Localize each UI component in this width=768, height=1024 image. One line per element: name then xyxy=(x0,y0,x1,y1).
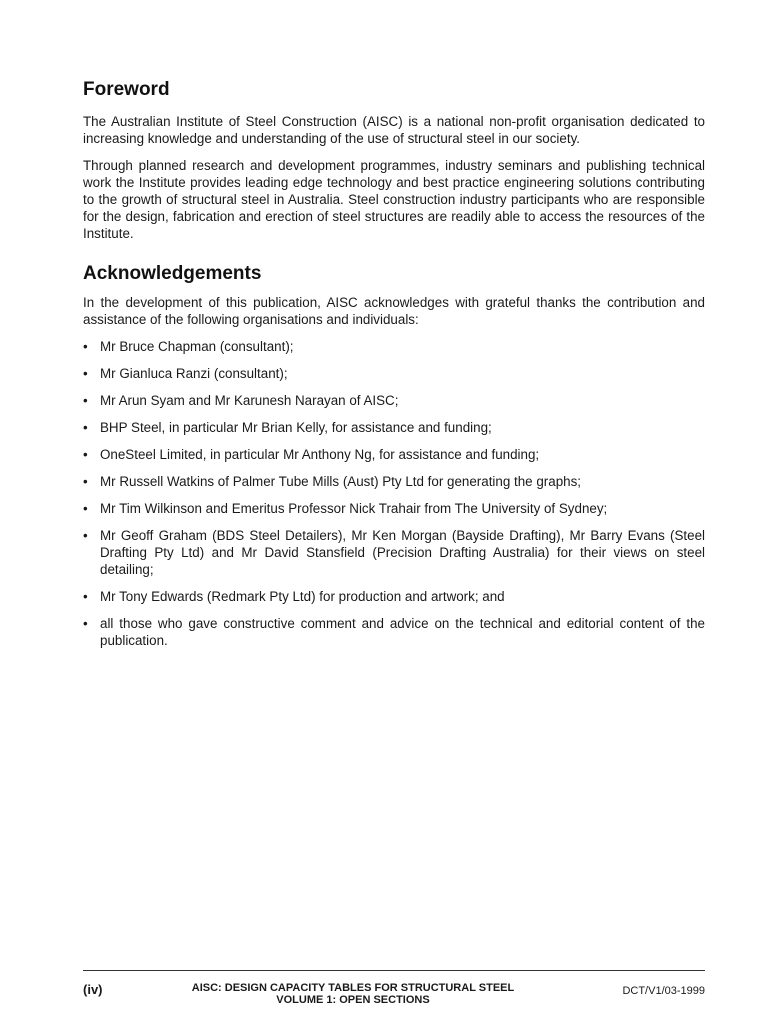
document-code: DCT/V1/03-1999 xyxy=(622,985,705,997)
bullet-icon: • xyxy=(83,474,88,489)
page-footer xyxy=(83,982,705,1008)
list-item-text: Mr Bruce Chapman (consultant); xyxy=(100,339,294,354)
list-item-text: Mr Tony Edwards (Redmark Pty Ltd) for production and artwork; and xyxy=(100,589,505,604)
list-item xyxy=(83,338,705,355)
bullet-icon: • xyxy=(83,528,88,543)
list-item-text: OneSteel Limited, in particular Mr Anthony Ng, for assistance and funding; xyxy=(100,447,540,462)
page-content xyxy=(83,78,705,659)
list-item xyxy=(83,392,705,409)
bullet-icon: • xyxy=(83,393,88,408)
bullet-icon: • xyxy=(83,589,88,604)
list-item xyxy=(83,615,705,649)
list-item xyxy=(83,473,705,490)
acknowledgements-intro: In the development of this publication, AISC acknowledges with grateful thanks the contribution and assistance of the following organisations and individuals: xyxy=(83,295,705,327)
list-item-text: all those who gave constructive comment and advice on the technical and editorial content of the publication. xyxy=(100,616,705,648)
foreword-heading: Foreword xyxy=(83,79,170,100)
footer-title-line-1: AISC: DESIGN CAPACITY TABLES FOR STRUCTURAL STEEL xyxy=(191,982,515,994)
list-item-text: Mr Gianluca Ranzi (consultant); xyxy=(100,366,288,381)
bullet-icon: • xyxy=(83,501,88,516)
footer-title xyxy=(153,982,553,1006)
list-item xyxy=(83,500,705,517)
acknowledgements-list xyxy=(83,338,705,649)
list-item-text: BHP Steel, in particular Mr Brian Kelly, for assistance and funding; xyxy=(100,420,492,435)
list-item-text: Mr Geoff Graham (BDS Steel Detailers), Mr Ken Morgan (Bayside Drafting), Mr Barry Evans (Steel Drafting Pty Ltd) and Mr David Stansfield (Precision Drafting Australia) for their views on steel detailing; xyxy=(100,528,705,577)
foreword-paragraph-1: The Australian Institute of Steel Construction (AISC) is a national non-profit organisation dedicated to increasing knowledge and understanding of the use of structural steel in our society. xyxy=(83,114,705,146)
bullet-icon: • xyxy=(83,616,88,631)
list-item-text: Mr Arun Syam and Mr Karunesh Narayan of AISC; xyxy=(100,393,399,408)
list-item-text: Mr Russell Watkins of Palmer Tube Mills (Aust) Pty Ltd for generating the graphs; xyxy=(100,474,582,489)
acknowledgements-heading: Acknowledgements xyxy=(83,263,262,284)
footer-title-line-2: VOLUME 1: OPEN SECTIONS xyxy=(276,994,430,1006)
list-item xyxy=(83,527,705,578)
bullet-icon: • xyxy=(83,339,88,354)
list-item xyxy=(83,365,705,382)
list-item xyxy=(83,419,705,436)
foreword-paragraph-2: Through planned research and development programmes, industry seminars and publishing technical work the Institute provides leading edge technology and best practice engineering solutions contributing to the growth of structural steel in Australia. Steel construction industry participants who are responsible for the design, fabrication and erection of steel structures are readily able to access the resources of the Institute. xyxy=(83,158,705,241)
page-number: (iv) xyxy=(83,982,103,997)
bullet-icon: • xyxy=(83,447,88,462)
footer-divider xyxy=(83,970,705,971)
bullet-icon: • xyxy=(83,420,88,435)
list-item xyxy=(83,446,705,463)
bullet-icon: • xyxy=(83,366,88,381)
list-item-text: Mr Tim Wilkinson and Emeritus Professor Nick Trahair from The University of Sydney; xyxy=(100,501,608,516)
list-item xyxy=(83,588,705,605)
